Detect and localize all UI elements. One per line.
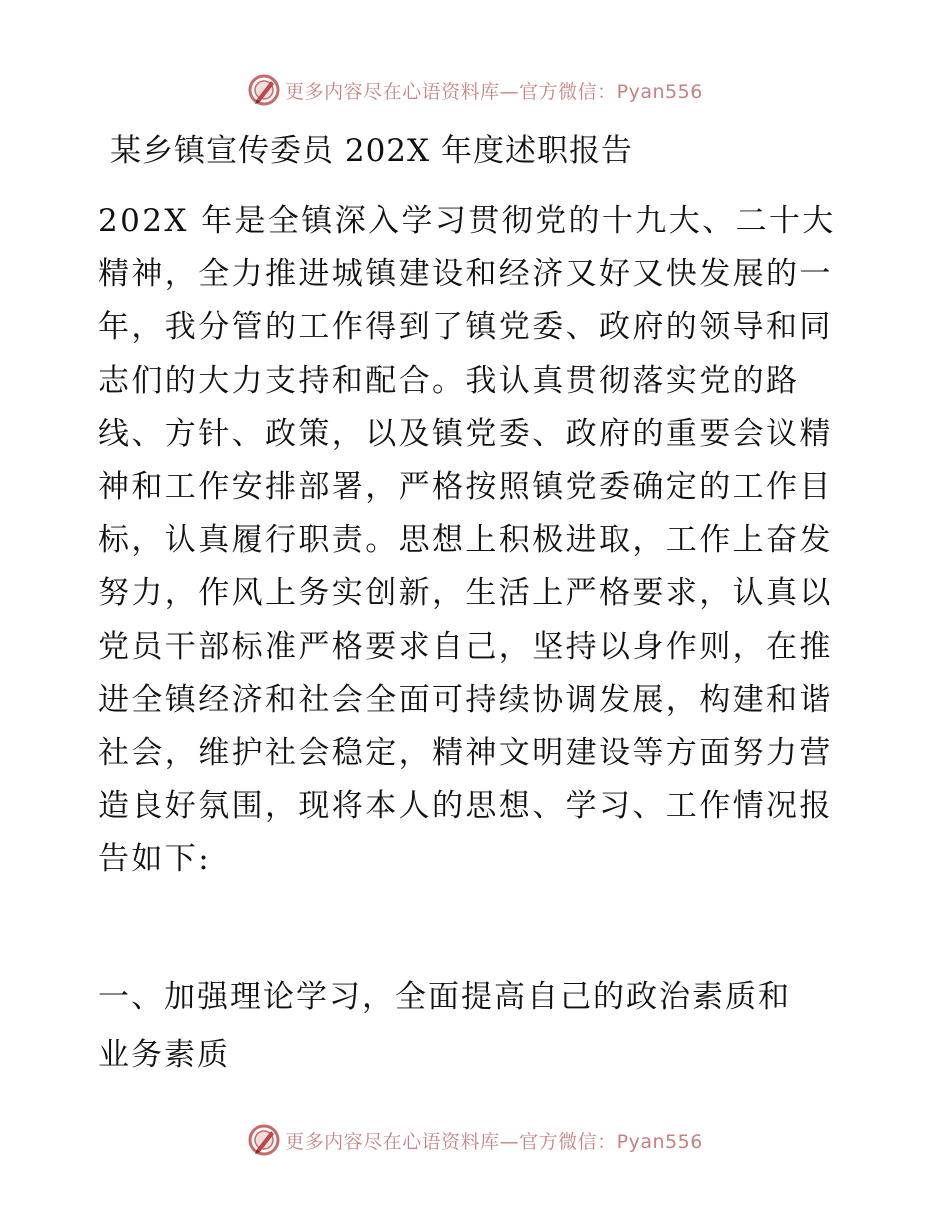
header-watermark (0, 70, 950, 110)
paragraph-line: 线、方针、政策，以及镇党委、政府的重要会议精 (98, 415, 833, 452)
footer-watermark (0, 1120, 950, 1160)
paragraph-line: 202X 年是全镇深入学习贯彻党的十九大、二十大 (98, 203, 836, 239)
paragraph-line: 神和工作安排部署，严格按照镇党委确定的工作目 (98, 468, 833, 505)
paragraph-line: 标，认真履行职责。思想上积极进取，工作上奋发 (98, 522, 833, 559)
paragraph-line: 社会，维护社会稳定，精神文明建设等方面努力营 (98, 734, 833, 771)
section-heading-line: 业务素质 (98, 1037, 230, 1073)
paragraph-line: 年，我分管的工作得到了镇党委、政府的领导和同 (98, 309, 833, 346)
footer-watermark-text: 更多内容尽在心语资料库—官方微信：Pyan556 (285, 1130, 703, 1153)
pen-logo-icon (247, 73, 281, 107)
paragraph-line: 志们的大力支持和配合。我认真贯彻落实党的路 (98, 362, 800, 399)
paragraph-line: 告如下: (98, 841, 212, 878)
section-heading (98, 968, 858, 1084)
paragraph-line: 精神，全力推进城镇建设和经济又好又快发展的一 (98, 256, 833, 293)
paragraph-line: 党员干部标准严格要求自己，坚持以身作则，在推 (98, 628, 833, 665)
intro-paragraph (98, 195, 850, 886)
document-title: 某乡镇宣传委员 202X 年度述职报告 (110, 133, 633, 169)
paragraph-line: 造良好氛围，现将本人的思想、学习、工作情况报 (98, 788, 833, 825)
pen-logo-icon (247, 1123, 281, 1157)
paragraph-line: 进全镇经济和社会全面可持续协调发展，构建和谐 (98, 681, 833, 718)
section-heading-line: 一、加强理论学习，全面提高自己的政治素质和 (98, 979, 791, 1015)
paragraph-line: 努力，作风上务实创新，生活上严格要求，认真以 (98, 575, 833, 612)
header-watermark-text: 更多内容尽在心语资料库—官方微信：Pyan556 (285, 80, 703, 103)
